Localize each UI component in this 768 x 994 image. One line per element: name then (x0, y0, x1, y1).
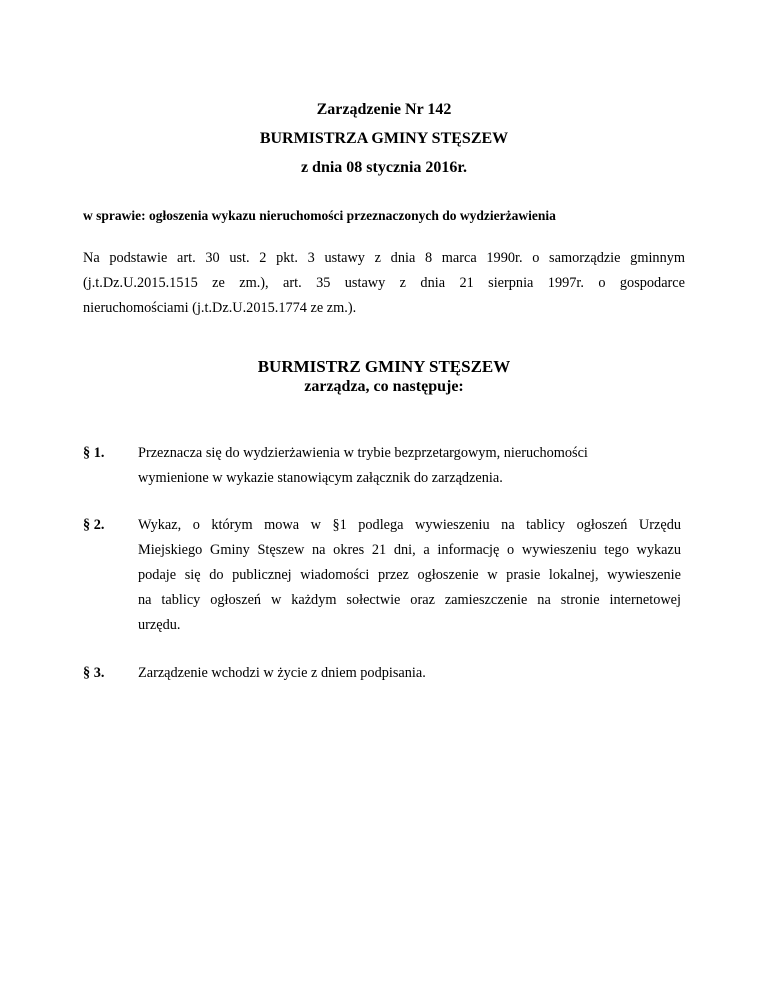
paragraph-line: Zarządzenie wchodzi w życie z dniem podpisania. (138, 665, 426, 681)
legal-basis-line: (j.t.Dz.U.2015.1515 ze zm.), art. 35 ustawy z dnia 21 sierpnia 1997r. o gospodarce (83, 275, 685, 291)
paragraph-line: Miejskiego Gminy Stęszew na okres 21 dni, a informację o wywieszeniu tego wykazu (138, 542, 681, 558)
legal-basis-line: nieruchomościami (j.t.Dz.U.2015.1774 ze zm.). (83, 300, 357, 316)
paragraph-line: na tablicy ogłoszeń w każdym sołectwie oraz zamieszczenie na stronie internetowej (138, 592, 681, 608)
ordinance-number: Zarządzenie Nr 142 (316, 101, 452, 118)
document-header (0, 95, 768, 182)
paragraph-mark: § 3. (83, 665, 105, 681)
paragraph-3 (83, 661, 693, 691)
paragraph-2 (83, 513, 693, 643)
paragraph-1 (83, 441, 693, 501)
paragraph-mark: § 1. (83, 445, 105, 461)
issuer-title: BURMISTRZA GMINY STĘSZEW (259, 130, 509, 147)
legal-basis-line: Na podstawie art. 30 ust. 2 pkt. 3 ustawy z dnia 8 marca 1990r. o samorządzie gminnym (83, 250, 685, 266)
legal-basis (83, 246, 685, 321)
paragraph-line: wymienione w wykazie stanowiącym załącznik do zarządzenia. (138, 470, 503, 486)
decree-title: BURMISTRZ GMINY STĘSZEW (257, 357, 511, 376)
paragraph-line: urzędu. (138, 617, 181, 633)
paragraph-line: Wykaz, o którym mowa w §1 podlega wywieszeniu na tablicy ogłoszeń Urzędu (138, 517, 681, 533)
subject-line: w sprawie: ogłoszenia wykazu nieruchomości przeznaczonych do wydzierżawienia (83, 208, 556, 223)
decree-subtitle: zarządza, co następuje: (304, 378, 464, 395)
paragraph-line: podaje się do publicznej wiadomości przez ogłoszenie w prasie lokalnej, wywieszenie (138, 567, 681, 583)
decree-heading (0, 357, 768, 397)
paragraph-mark: § 2. (83, 517, 105, 533)
issue-date: z dnia 08 stycznia 2016r. (300, 159, 468, 176)
paragraph-line: Przeznacza się do wydzierżawienia w trybie bezprzetargowym, nieruchomości (138, 445, 588, 461)
paragraph-text (138, 513, 681, 638)
paragraph-text (138, 661, 681, 686)
paragraph-text (138, 441, 681, 491)
